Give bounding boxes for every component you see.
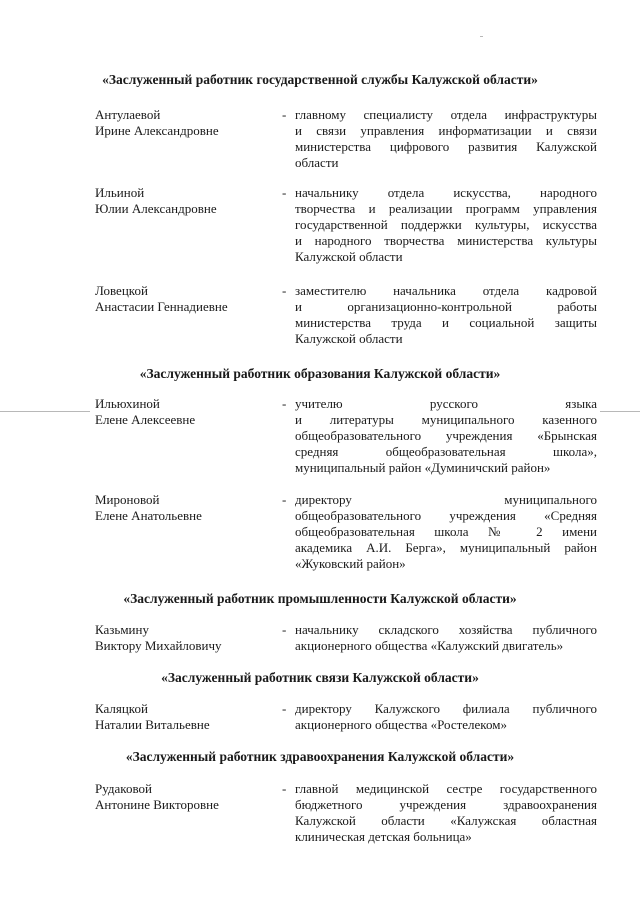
recipient-position: главному специалисту отдела инфраструктуры и связи управления информатизации и связи министерства цифрового развития Калужской области bbox=[295, 107, 597, 170]
section-title: «Заслуженный работник здравоохранения Калужской области» bbox=[125, 749, 515, 764]
recipient-name: Ильюхиной Елене Алексеевне bbox=[95, 396, 196, 427]
recipient-position: главной медицинской сестре государственного бюджетного учреждения здравоохранения Калужской области «Калужская областная клиническая детская больница» bbox=[295, 781, 597, 844]
recipient-position: начальнику отдела искусства, народного творчества и реализации программ управления государственной поддержки культуры, искусства и народного творчества министерства культуры Калужской области bbox=[295, 185, 597, 264]
dash-separator: - bbox=[282, 396, 287, 411]
recipient-name: Ильиной Юлии Александровне bbox=[95, 185, 217, 216]
scan-speck bbox=[600, 411, 640, 412]
recipient-name: Казьмину Виктору Михайловичу bbox=[95, 622, 222, 653]
dash-separator: - bbox=[282, 701, 287, 716]
recipient-position: директору Калужского филиала публичного акционерного общества «Ростелеком» bbox=[295, 701, 597, 732]
recipient-position: директору муниципального общеобразовательного учреждения «Средняя общеобразовательная школа № 2 имени академика А.И. Берга», муниципальный район «Жуковский район» bbox=[295, 492, 597, 571]
recipient-name: Антулаевой Ирине Александровне bbox=[95, 107, 219, 138]
recipient-name: Каляцкой Наталии Витальевне bbox=[95, 701, 210, 732]
section-title: «Заслуженный работник промышленности Калужской области» bbox=[123, 591, 517, 606]
dash-separator: - bbox=[282, 781, 287, 796]
scan-speck bbox=[0, 411, 90, 412]
recipient-position: начальнику складского хозяйства публичного акционерного общества «Калужский двигатель» bbox=[295, 622, 597, 653]
scan-speck bbox=[480, 36, 483, 37]
dash-separator: - bbox=[282, 283, 287, 298]
dash-separator: - bbox=[282, 622, 287, 637]
recipient-position: учителю русского языка и литературы муниципального казенного общеобразовательного учреждения «Брынская средняя общеобразовательная школа», муниципальный район «Думиничский район» bbox=[295, 396, 597, 475]
recipient-name: Мироновой Елене Анатольевне bbox=[95, 492, 202, 523]
section-title: «Заслуженный работник государственной службы Калужской области» bbox=[102, 72, 538, 87]
dash-separator: - bbox=[282, 107, 287, 122]
recipient-position: заместителю начальника отдела кадровой и организационно-контрольной работы министерства труда и социальной защиты Калужской области bbox=[295, 283, 597, 346]
recipient-name: Рудаковой Антонине Викторовне bbox=[95, 781, 219, 812]
section-title: «Заслуженный работник образования Калужской области» bbox=[139, 366, 501, 381]
dash-separator: - bbox=[282, 492, 287, 507]
recipient-name: Ловецкой Анастасии Геннадиевне bbox=[95, 283, 228, 314]
section-title: «Заслуженный работник связи Калужской области» bbox=[161, 670, 479, 685]
dash-separator: - bbox=[282, 185, 287, 200]
